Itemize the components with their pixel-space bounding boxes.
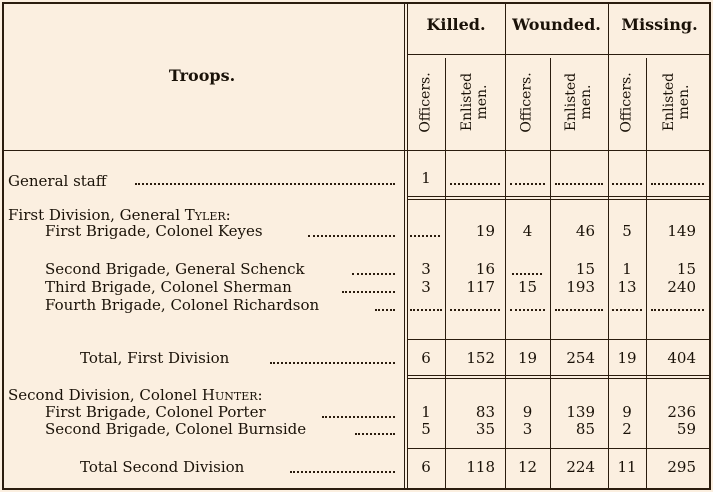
empty-cell — [651, 309, 704, 311]
cell: 19 — [617, 349, 637, 367]
cell: 85 — [575, 420, 595, 438]
killed-enlisted-header: Enlisted men. — [459, 72, 490, 132]
cell: 46 — [575, 222, 595, 240]
header-rule — [4, 150, 709, 151]
cell: 13 — [617, 278, 637, 296]
cell: 3 — [522, 420, 533, 438]
wounded-enlisted-header: Enlisted men. — [563, 72, 594, 132]
empty-cell — [512, 273, 542, 275]
leader-dots — [352, 273, 395, 275]
cell: 193 — [566, 278, 595, 296]
missing-officers-header: Officers. — [618, 71, 635, 133]
leader-dots — [375, 309, 395, 311]
row-label-second-brigade-burnside: Second Brigade, Colonel Burnside — [45, 420, 307, 438]
cell: 9 — [622, 403, 632, 421]
cell: 254 — [566, 349, 595, 367]
section-rule — [407, 196, 709, 200]
leader-dots — [135, 183, 395, 185]
cell: 118 — [466, 458, 495, 476]
group-rule — [407, 54, 709, 55]
row-label-fourth-brigade-richardson: Fourth Brigade, Colonel Richardson — [45, 296, 320, 314]
empty-cell — [555, 309, 603, 311]
cell: 59 — [676, 420, 696, 438]
empty-cell — [410, 235, 440, 237]
cell: 19 — [517, 349, 538, 367]
row-label-second-division: Second Division, Colonel Hunter: — [8, 386, 263, 404]
column-divider — [404, 2, 405, 490]
empty-cell — [410, 309, 442, 311]
row-label-total-second-division: Total Second Division — [80, 458, 245, 476]
cell: 2 — [622, 420, 632, 438]
cell: 224 — [566, 458, 595, 476]
row-label-total-first-division: Total, First Division — [80, 349, 230, 367]
empty-cell — [612, 183, 642, 185]
cell: 12 — [517, 458, 538, 476]
empty-cell — [651, 183, 704, 185]
cell: 35 — [475, 420, 495, 438]
empty-cell — [612, 309, 642, 311]
row-label-first-division: First Division, General Tyler: — [8, 206, 231, 224]
cell: 3 — [421, 260, 431, 278]
wounded-officers-header: Officers. — [519, 71, 536, 133]
cell: 15 — [676, 260, 696, 278]
killed-header: Killed. — [426, 15, 486, 34]
cell: 6 — [421, 349, 431, 367]
missing-header: Missing. — [621, 15, 698, 34]
row-label-first-brigade-keyes: First Brigade, Colonel Keyes — [45, 222, 263, 240]
section-rule — [407, 339, 709, 340]
cell: 5 — [421, 420, 431, 438]
cell: 404 — [667, 349, 696, 367]
leader-dots — [270, 362, 395, 364]
cell: 1 — [622, 260, 632, 278]
cell: 15 — [575, 260, 595, 278]
cell: 11 — [617, 458, 637, 476]
row-label-second-brigade-schenck: Second Brigade, General Schenck — [45, 260, 305, 278]
empty-cell — [450, 309, 500, 311]
leader-dots — [322, 416, 395, 418]
cell: 4 — [522, 222, 533, 240]
cell: 295 — [667, 458, 696, 476]
cell: 5 — [622, 222, 632, 240]
wounded-header: Wounded. — [512, 15, 601, 34]
cell: 15 — [517, 278, 538, 296]
cell: 152 — [466, 349, 495, 367]
section-rule — [407, 375, 709, 379]
section-rule — [407, 448, 709, 449]
missing-enlisted-header: Enlisted men. — [661, 72, 693, 132]
killed-officers-header: Officers. — [417, 71, 434, 133]
cell: 3 — [421, 278, 431, 296]
row-label-third-brigade-sherman: Third Brigade, Colonel Sherman — [45, 278, 292, 296]
troops-header: Troops. — [168, 66, 236, 85]
cell: 139 — [566, 403, 595, 421]
leader-dots — [355, 433, 395, 435]
row-label-general-staff: General staff — [8, 172, 107, 190]
empty-cell — [510, 183, 545, 185]
cell: 9 — [522, 403, 533, 421]
cell: 149 — [667, 222, 696, 240]
cell: 19 — [475, 222, 495, 240]
empty-cell — [510, 309, 545, 311]
cell: 83 — [475, 403, 495, 421]
cell: 236 — [667, 403, 696, 421]
cell: 6 — [421, 458, 431, 476]
cell: 240 — [667, 278, 696, 296]
empty-cell — [450, 183, 500, 185]
cell: 16 — [475, 260, 495, 278]
leader-dots — [290, 471, 395, 473]
cell: 1 — [421, 169, 431, 187]
leader-dots — [342, 291, 395, 293]
empty-cell — [555, 183, 603, 185]
cell: 117 — [466, 278, 495, 296]
leader-dots — [308, 235, 395, 237]
row-label-first-brigade-porter: First Brigade, Colonel Porter — [45, 403, 266, 421]
cell: 1 — [421, 403, 431, 421]
